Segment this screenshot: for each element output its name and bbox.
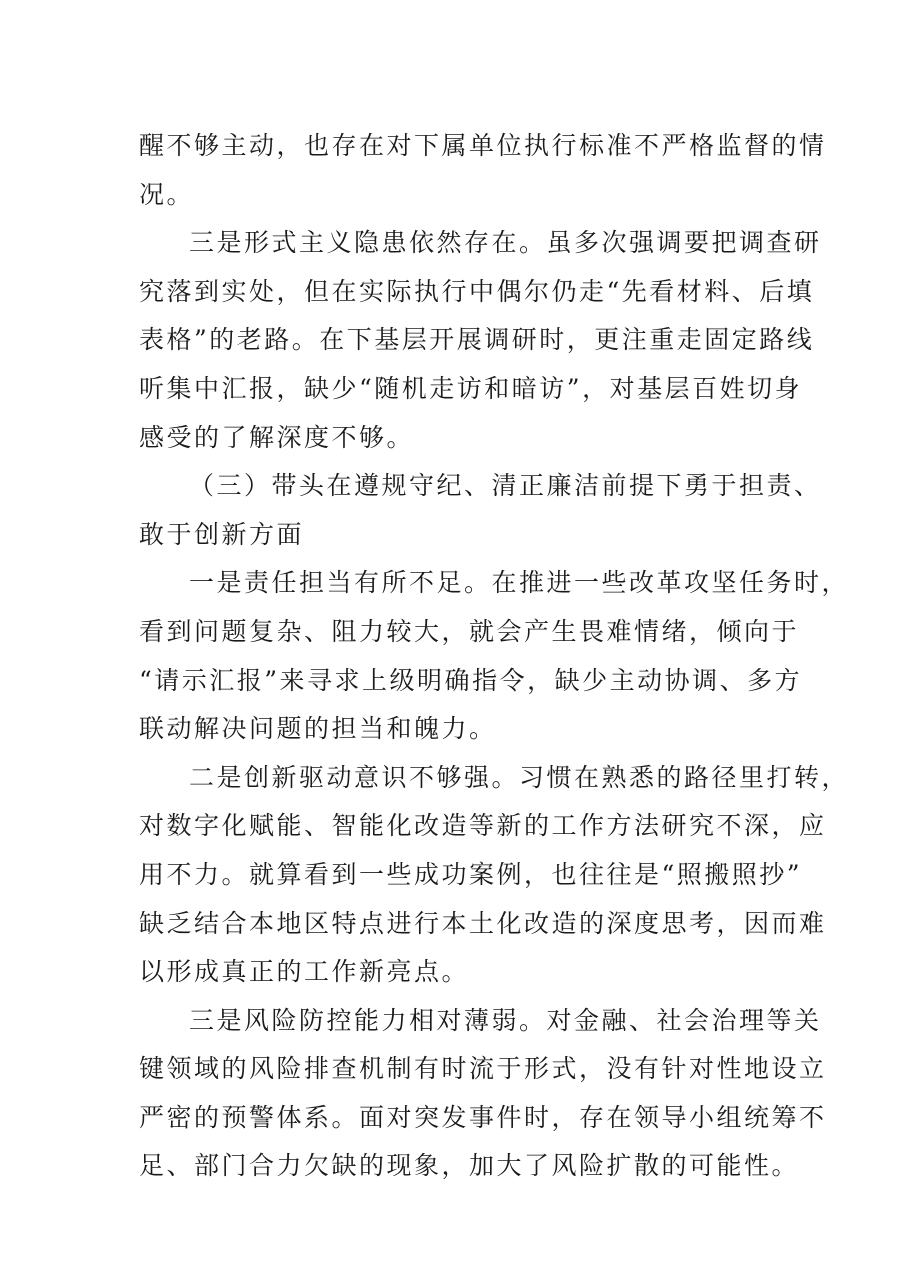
text-line: （三）带头在遵规守纪、清正廉洁前提下勇于担责、 xyxy=(189,471,822,501)
text-line: 表格”的老路。在下基层开展调研时，更注重走固定路线 xyxy=(139,325,815,355)
text-line: 缺乏结合本地区特点进行本土化改造的深度思考，因而难 xyxy=(139,908,827,938)
paragraph-responsibility xyxy=(139,559,850,753)
text-line: 敢于创新方面 xyxy=(139,519,305,549)
text-line: 用不力。就算看到一些成功案例，也往往是“照搬照抄” xyxy=(139,859,803,889)
text-line: 以形成真正的工作新亮点。 xyxy=(139,957,470,987)
text-line: 二是创新驱动意识不够强。习惯在熟悉的路径里打转， xyxy=(189,762,850,792)
text-line: “请示汇报”来寻求上级明确指令，缺少主动协调、多方 xyxy=(139,665,803,695)
text-line: 看到问题复杂、阻力较大，就会产生畏难情绪，倾向于 xyxy=(139,616,800,646)
paragraph-innovation xyxy=(139,754,850,997)
text-line: 联动解决问题的担当和魄力。 xyxy=(139,714,497,744)
paragraph-continuation xyxy=(139,122,827,219)
text-line: 三是风险防控能力相对薄弱。对金融、社会治理等关 xyxy=(189,1005,822,1035)
text-line: 键领域的风险排查机制有时流于形式，没有针对性地设立 xyxy=(139,1054,827,1084)
text-line: 对数字化赋能、智能化改造等新的工作方法研究不深，应 xyxy=(139,811,827,841)
text-line: 醒不够主动，也存在对下属单位执行标准不严格监督的情 xyxy=(139,131,827,160)
text-line: 感受的了解深度不够。 xyxy=(139,422,415,452)
document-body xyxy=(139,122,850,1191)
paragraph-risk xyxy=(139,997,827,1191)
text-line: 听集中汇报，缺少“随机走访和暗访”，对基层百姓切身 xyxy=(139,373,803,403)
section-heading-3 xyxy=(139,462,822,559)
paragraph-formalism xyxy=(139,219,822,462)
text-line: 严密的预警体系。面对突发事件时，存在领导小组统筹不 xyxy=(139,1102,827,1132)
text-line: 究落到实处，但在实际执行中偶尔仍走“先看材料、后填 xyxy=(139,276,815,306)
text-line: 况。 xyxy=(139,179,195,209)
text-line: 足、部门合力欠缺的现象，加大了风险扩散的可能性。 xyxy=(139,1151,800,1181)
text-line: 三是形式主义隐患依然存在。虽多次强调要把调查研 xyxy=(189,228,822,258)
text-line: 一是责任担当有所不足。在推进一些改革攻坚任务时， xyxy=(189,568,850,598)
